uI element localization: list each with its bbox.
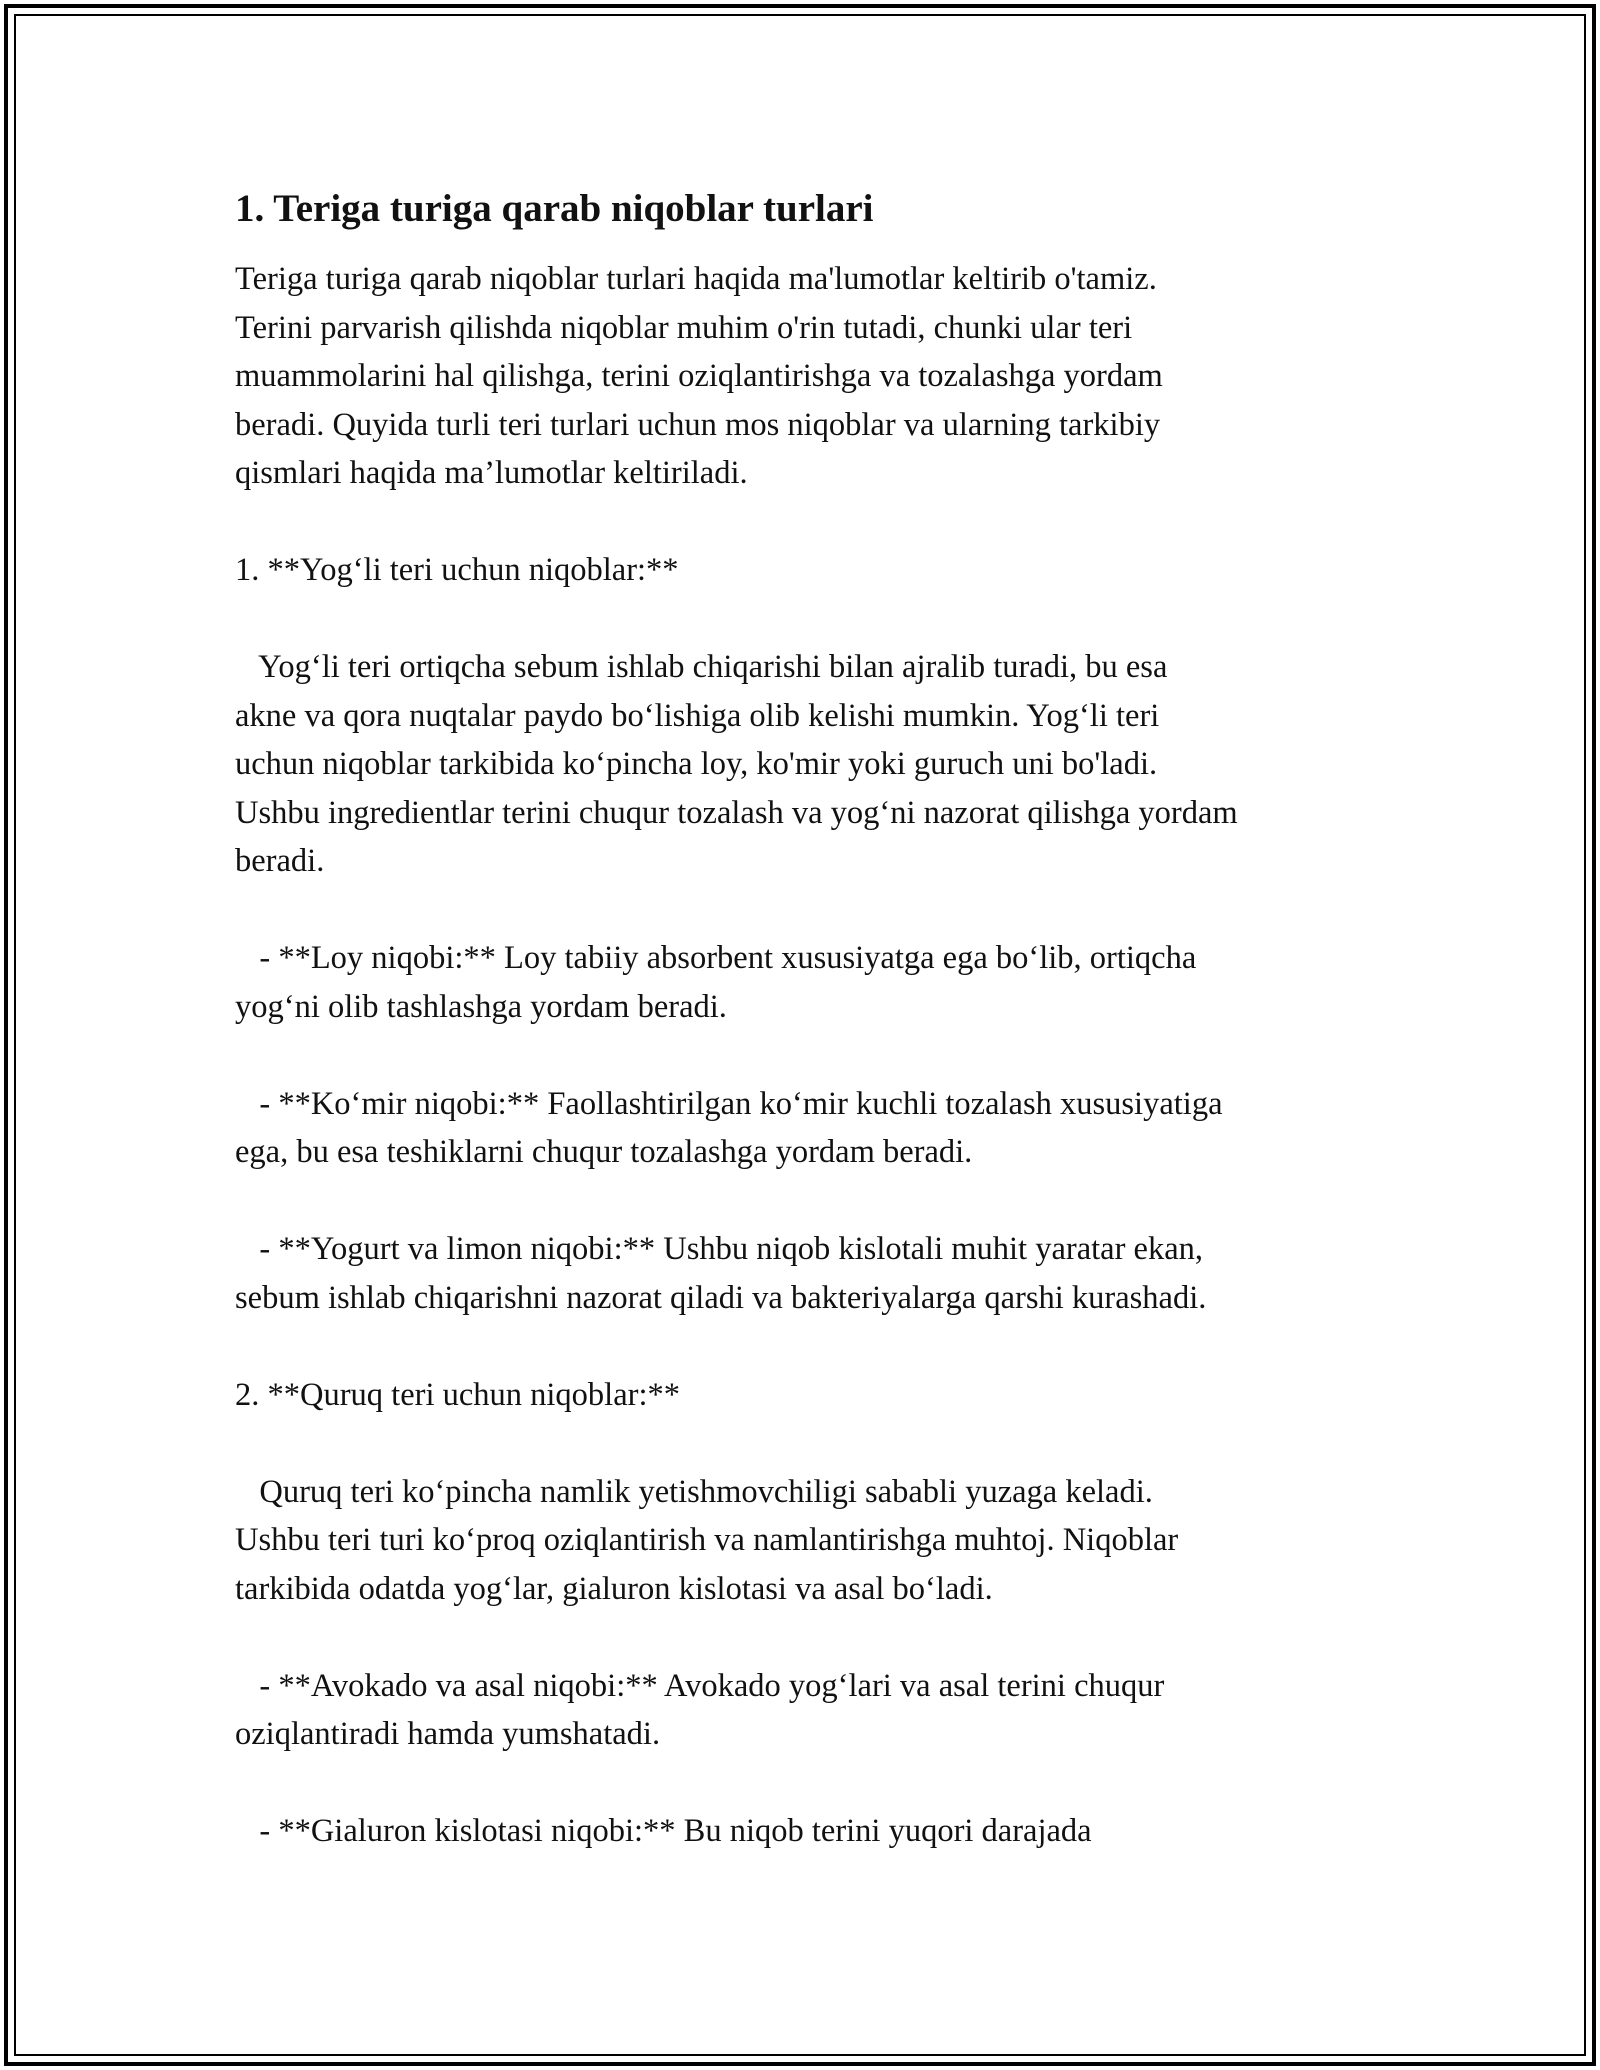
paragraph [235,1371,1385,1420]
text-line: ega, bu esa teshiklarni chuqur tozalashga yordam beradi. [235,1134,973,1170]
text-line: sebum ishlab chiqarishni nazorat qiladi va bakteriyalarga qarshi kurashadi. [235,1279,1207,1316]
paragraph [235,546,1385,595]
text-line: Quruq teri ko‘pincha namlik yetishmovchiligi sababli yuzaga keladi. [235,1473,1153,1510]
text-line: Yog‘li teri ortiqcha sebum ishlab chiqarishi bilan ajralib turadi, bu esa [235,649,1168,685]
paragraph [235,643,1385,886]
text-line: Ushbu teri turi ko‘proq oziqlantirish va namlantirishga muhtoj. Niqoblar [235,1522,1179,1558]
paragraph-list [235,255,1385,1856]
text-line: beradi. [235,843,325,879]
paragraph [235,1225,1385,1322]
text-line: 2. **Quruq teri uchun niqoblar:** [235,1376,680,1413]
text-line: tarkibida odatda yog‘lar, gialuron kislotasi va asal bo‘ladi. [235,1570,993,1607]
text-line: yog‘ni olib tashlashga yordam beradi. [235,988,727,1025]
text-line: uchun niqoblar tarkibida ko‘pincha loy, ko'mir yoki guruch uni bo'ladi. [235,746,1158,782]
paragraph [235,1080,1385,1177]
text-line: - **Gialuron kislotasi niqobi:** Bu niqob terini yuqori darajada [235,1813,1092,1849]
text-line: 1. **Yog‘li teri uchun niqoblar:** [235,552,679,588]
paragraph [235,934,1385,1031]
text-line: - **Ko‘mir niqobi:** Faollashtirilgan ko‘mir kuchli tozalash xususiyatiga [235,1085,1223,1122]
text-line: beradi. Quyida turli teri turlari uchun mos niqoblar va ularning tarkibiy [235,406,1161,443]
text-line: akne va qora nuqtalar paydo bo‘lishiga olib kelishi mumkin. Yog‘li teri [235,697,1160,734]
text-line: Terini parvarish qilishda niqoblar muhim o'rin tutadi, chunki ular teri [235,309,1133,346]
document-body [235,185,1385,1904]
text-line: muammolarini hal qilishga, terini oziqlantirishga va tozalashga yordam [235,358,1163,394]
text-line: Teriga turiga qarab niqoblar turlari haqida ma'lumotlar keltirib o'tamiz. [235,261,1157,297]
paragraph [235,1807,1385,1856]
text-line: qismlari haqida ma’lumotlar keltiriladi. [235,455,748,491]
text-line: Ushbu ingredientlar terini chuqur tozalash va yog‘ni nazorat qilishga yordam [235,794,1238,831]
text-line: oziqlantiradi hamda yumshatadi. [235,1716,661,1752]
paragraph [235,1662,1385,1759]
paragraph [235,255,1385,498]
text-line: - **Avokado va asal niqobi:** Avokado yog‘lari va asal terini chuqur [235,1667,1165,1704]
section-heading: 1. Teriga turiga qarab niqoblar turlari [235,187,874,230]
text-line: - **Yogurt va limon niqobi:** Ushbu niqob kislotali muhit yaratar ekan, [235,1231,1204,1267]
paragraph [235,1468,1385,1614]
text-line: - **Loy niqobi:** Loy tabiiy absorbent xususiyatga ega bo‘lib, ortiqcha [235,940,1197,976]
